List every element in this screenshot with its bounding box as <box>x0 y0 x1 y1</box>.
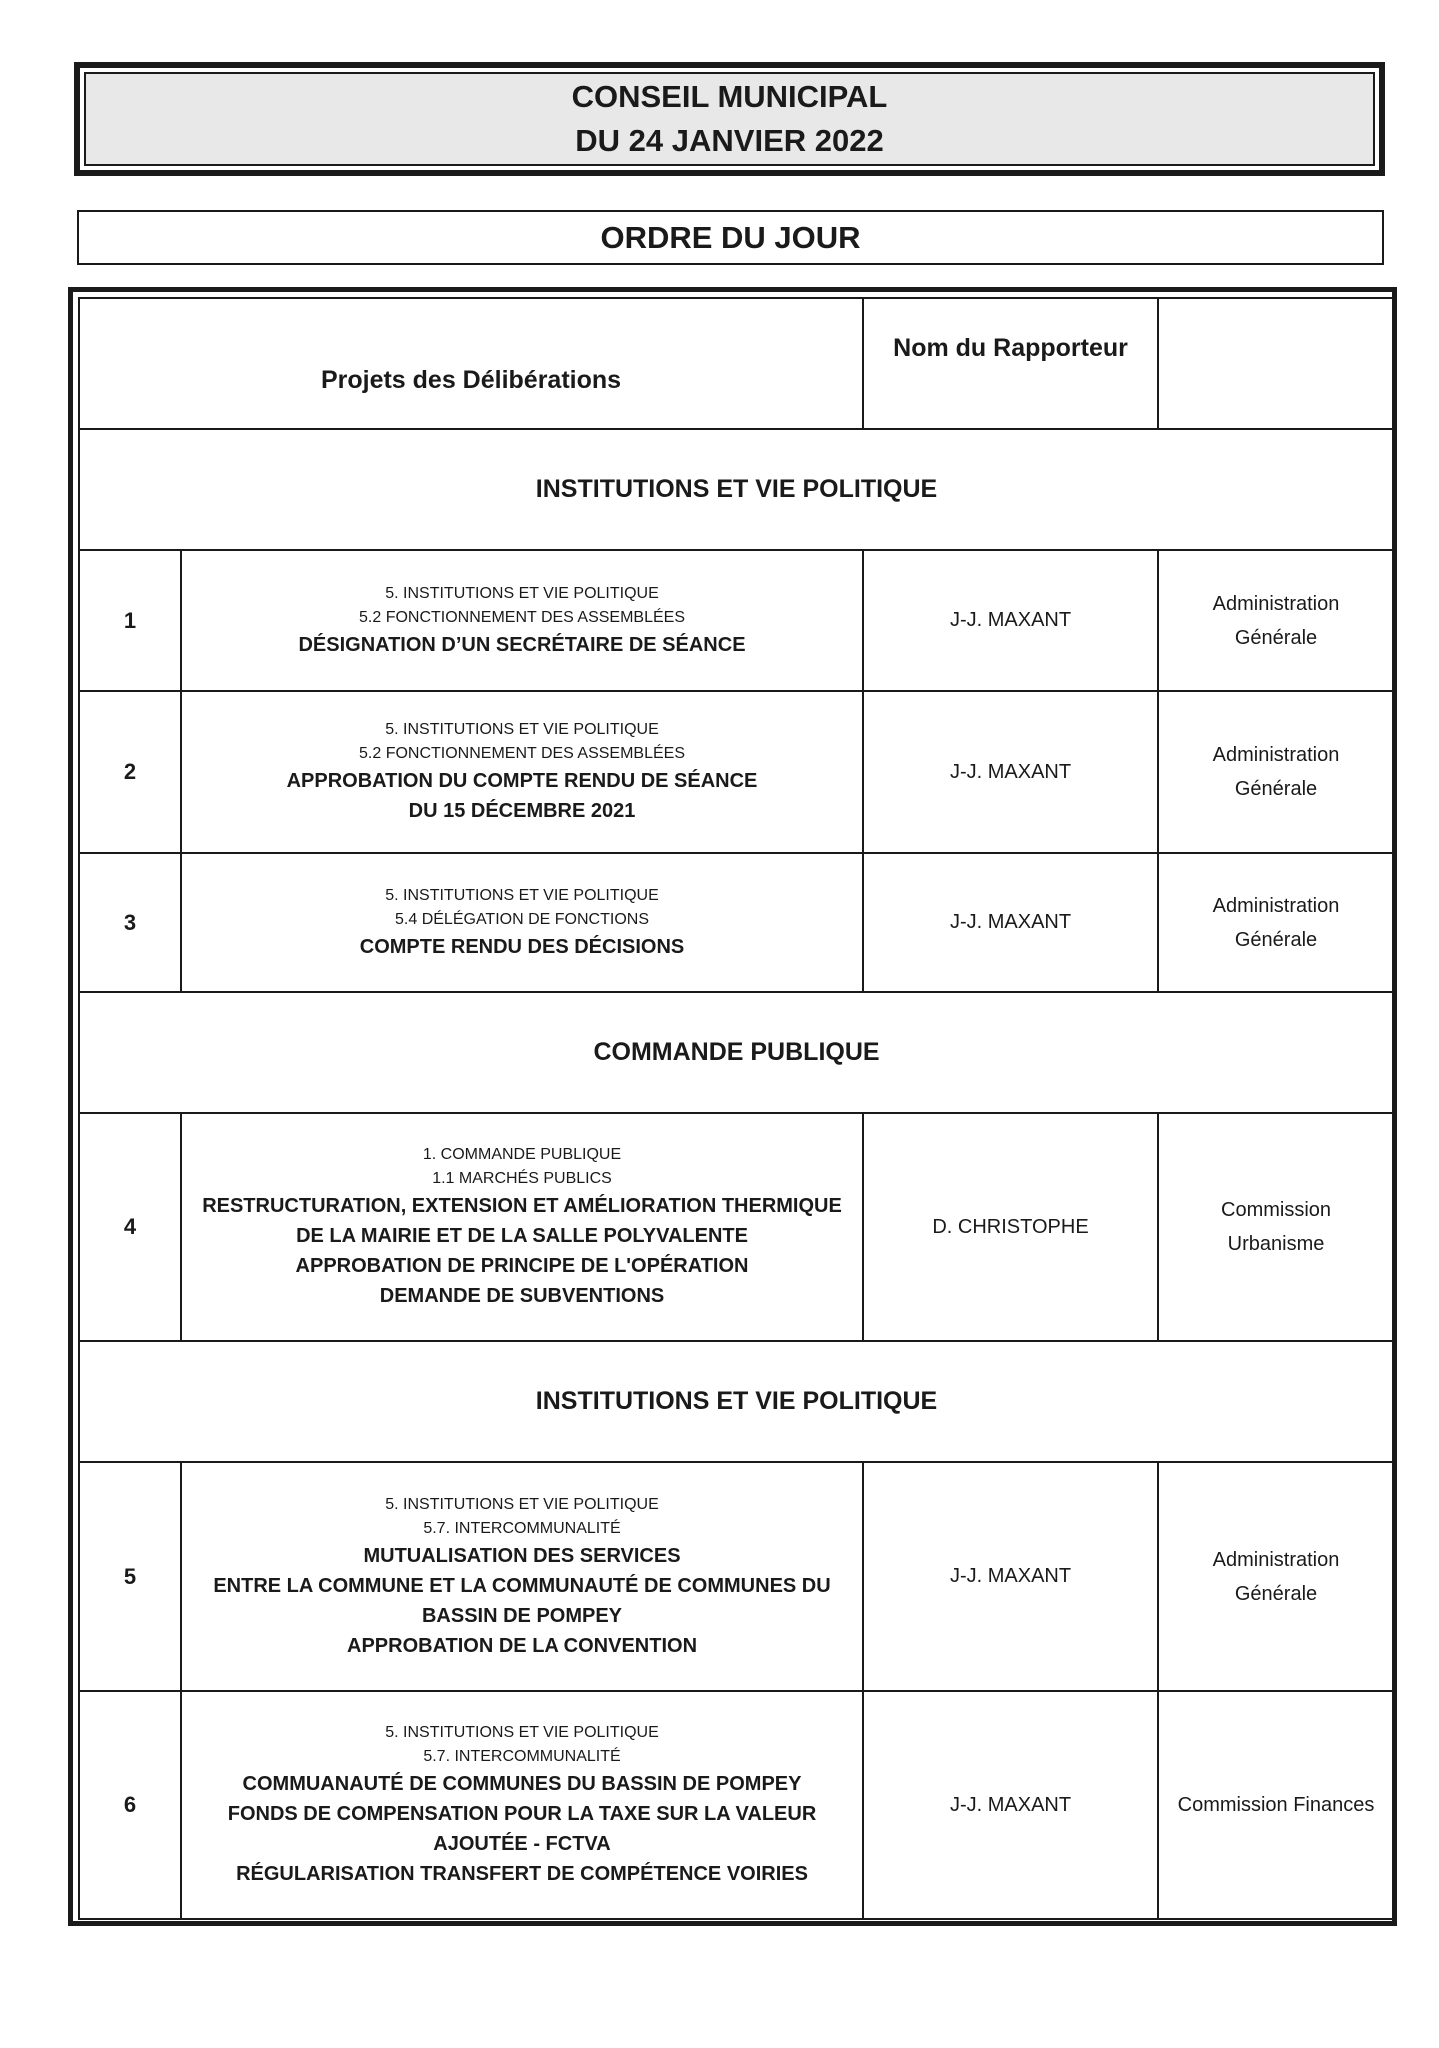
item-subject: APPROBATION DE LA CONVENTION <box>347 1634 698 1657</box>
table-row <box>79 1113 1394 1341</box>
table-row <box>79 853 1394 992</box>
item-subject: APPROBATION DU COMPTE RENDU DE SÉANCE <box>286 770 758 792</box>
item-category: 5. INSTITUTIONS ET VIE POLITIQUE <box>385 1724 659 1741</box>
item-rapporteur: D. CHRISTOPHE <box>863 1113 1158 1341</box>
item-service-line: Commission <box>1221 1199 1332 1221</box>
agenda-table-frame <box>68 287 1397 1926</box>
item-service-line: Générale <box>1234 626 1318 649</box>
item-subcategory: 5.7. INTERCOMMUNALITÉ <box>423 1748 621 1765</box>
item-service <box>1158 550 1394 691</box>
item-number: 3 <box>79 853 181 992</box>
item-number: 6 <box>79 1691 181 1919</box>
section-row <box>79 429 1394 550</box>
column-header-service <box>1158 298 1394 429</box>
item-number: 5 <box>79 1462 181 1691</box>
item-number: 2 <box>79 691 181 853</box>
agenda-table <box>78 297 1395 1920</box>
item-subject: FONDS DE COMPENSATION POUR LA TAXE SUR LA VALEUR <box>227 1803 817 1825</box>
item-description <box>181 691 863 853</box>
item-subject: MUTUALISATION DES SERVICES <box>363 1544 681 1567</box>
section-row <box>79 992 1394 1113</box>
item-category: 5. INSTITUTIONS ET VIE POLITIQUE <box>385 721 659 738</box>
item-subject: RÉGULARISATION TRANSFERT DE COMPÉTENCE VOIRIES <box>236 1863 808 1885</box>
item-service <box>1158 1691 1394 1919</box>
item-subcategory: 5.2 FONCTIONNEMENT DES ASSEMBLÉES <box>359 608 686 626</box>
item-service-line: Urbanisme <box>1227 1233 1325 1255</box>
section-heading: COMMANDE PUBLIQUE <box>79 992 1394 1113</box>
table-row <box>79 1691 1394 1919</box>
item-service-line: Administration <box>1212 1548 1340 1571</box>
item-service <box>1158 1462 1394 1691</box>
item-subcategory: 5.2 FONCTIONNEMENT DES ASSEMBLÉES <box>359 745 686 762</box>
item-rapporteur: J-J. MAXANT <box>863 1462 1158 1691</box>
title-box <box>74 62 1385 176</box>
item-description <box>181 1113 863 1341</box>
item-service-line: Administration <box>1212 744 1340 766</box>
item-service-line: Commission Finances <box>1177 1794 1375 1816</box>
item-number: 4 <box>79 1113 181 1341</box>
section-heading: INSTITUTIONS ET VIE POLITIQUE <box>79 429 1394 550</box>
item-service-line: Administration <box>1212 894 1340 917</box>
item-subject: APPROBATION DE PRINCIPE DE L'OPÉRATION <box>295 1255 749 1277</box>
title-panel <box>84 72 1375 166</box>
item-description <box>181 1462 863 1691</box>
item-description <box>181 853 863 992</box>
item-service-line: Générale <box>1234 1582 1318 1605</box>
table-row <box>79 691 1394 853</box>
item-subcategory: 1.1 MARCHÉS PUBLICS <box>432 1170 612 1187</box>
item-subject: RESTRUCTURATION, EXTENSION ET AMÉLIORATION THERMIQUE <box>202 1195 842 1217</box>
item-subject: DÉSIGNATION D’UN SECRÉTAIRE DE SÉANCE <box>298 633 746 656</box>
document-title: CONSEIL MUNICIPAL <box>571 79 888 114</box>
item-rapporteur: J-J. MAXANT <box>863 550 1158 691</box>
item-service <box>1158 691 1394 853</box>
item-subject: AJOUTÉE - FCTVA <box>433 1833 611 1855</box>
agenda-heading: ORDRE DU JOUR <box>77 210 1384 265</box>
item-service <box>1158 853 1394 992</box>
table-row <box>79 1462 1394 1691</box>
item-description <box>181 550 863 691</box>
item-subject: COMPTE RENDU DES DÉCISIONS <box>359 935 685 958</box>
item-service-line: Générale <box>1234 928 1318 951</box>
item-category: 5. INSTITUTIONS ET VIE POLITIQUE <box>385 886 659 904</box>
item-rapporteur: J-J. MAXANT <box>863 691 1158 853</box>
item-service <box>1158 1113 1394 1341</box>
table-header-row <box>79 298 1394 429</box>
item-service-line: Générale <box>1234 778 1318 800</box>
item-subject: DE LA MAIRIE ET DE LA SALLE POLYVALENTE <box>296 1225 748 1247</box>
section-row <box>79 1341 1394 1462</box>
document-date: DU 24 JANVIER 2022 <box>575 123 884 158</box>
item-category: 5. INSTITUTIONS ET VIE POLITIQUE <box>385 1495 659 1513</box>
item-subject: DU 15 DÉCEMBRE 2021 <box>408 800 636 822</box>
item-subject: COMMUANAUTÉ DE COMMUNES DU BASSIN DE POMPEY <box>242 1773 802 1795</box>
item-category: 5. INSTITUTIONS ET VIE POLITIQUE <box>385 584 659 602</box>
item-service-line: Administration <box>1212 592 1340 615</box>
item-rapporteur: J-J. MAXANT <box>863 1691 1158 1919</box>
item-rapporteur: J-J. MAXANT <box>863 853 1158 992</box>
item-subject: ENTRE LA COMMUNE ET LA COMMUNAUTÉ DE COMMUNES DU <box>213 1574 831 1597</box>
table-row <box>79 550 1394 691</box>
item-subject: BASSIN DE POMPEY <box>421 1604 623 1627</box>
item-subcategory: 5.4 DÉLÉGATION DE FONCTIONS <box>395 910 649 928</box>
item-description <box>181 1691 863 1919</box>
item-subcategory: 5.7. INTERCOMMUNALITÉ <box>423 1519 621 1537</box>
item-number: 1 <box>79 550 181 691</box>
section-heading: INSTITUTIONS ET VIE POLITIQUE <box>79 1341 1394 1462</box>
column-header-projets: Projets des Délibérations <box>79 298 863 429</box>
item-category: 1. COMMANDE PUBLIQUE <box>422 1146 622 1163</box>
item-subject: DEMANDE DE SUBVENTIONS <box>379 1285 665 1307</box>
column-header-rapporteur: Nom du Rapporteur <box>863 298 1158 429</box>
